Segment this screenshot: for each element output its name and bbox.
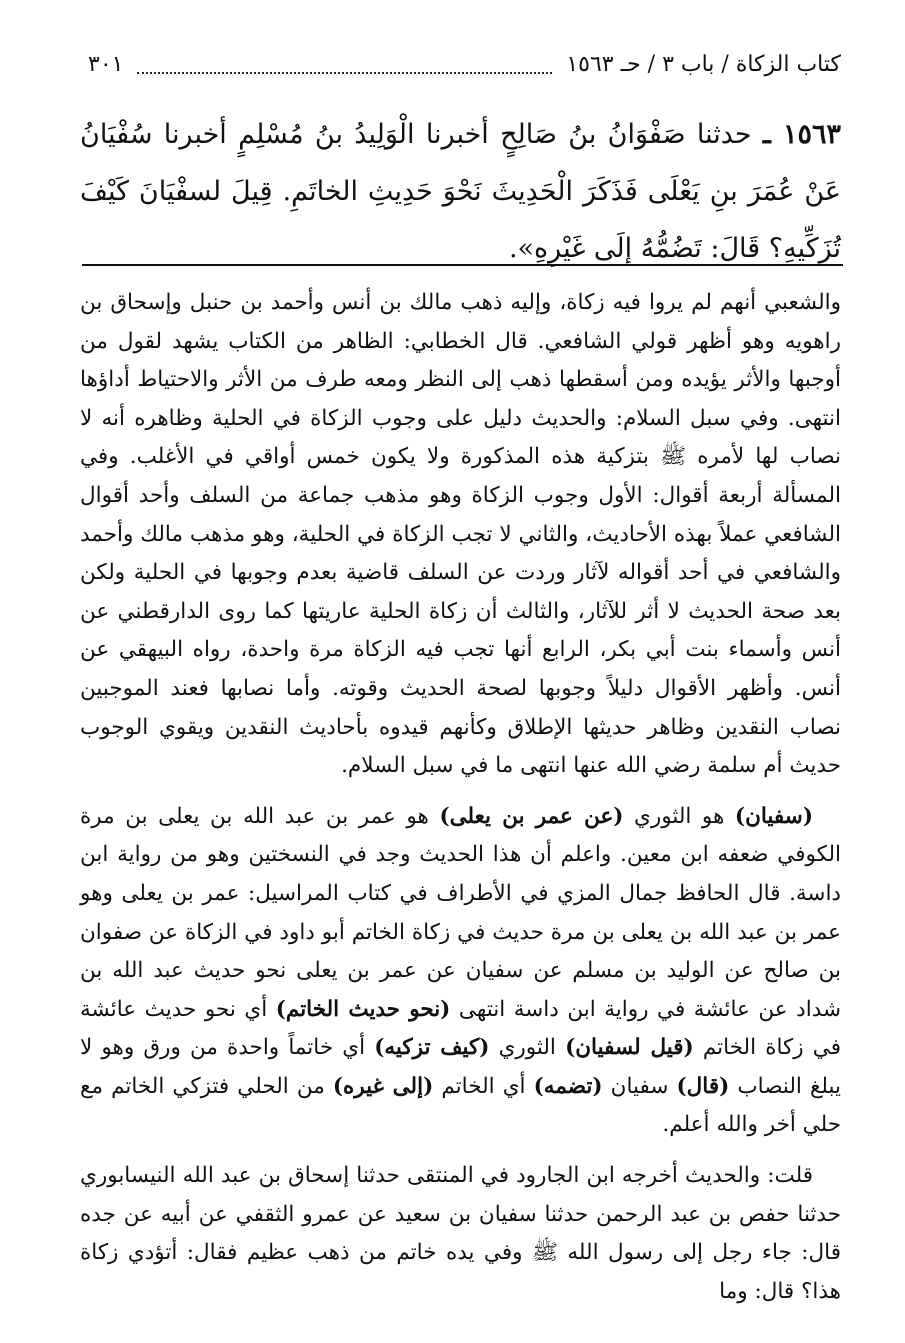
- hadith-number: ١٥٦٣ ـ: [762, 119, 841, 150]
- header-dot-leader: [137, 54, 552, 74]
- keyword: (كيف تزكيه): [374, 1035, 490, 1061]
- keyword: (قال): [676, 1073, 730, 1099]
- text-run: أي خاتماً واحدة من ورق وهو لا يبلغ النصاب: [80, 1035, 841, 1099]
- keyword: (تضمه): [533, 1073, 603, 1099]
- text-run: الثوري: [489, 1035, 566, 1061]
- running-title: كتاب الزكاة / باب ٣ / حـ ١٥٦٣: [566, 51, 841, 77]
- separator-rule: [82, 264, 843, 266]
- text-run: أي نحو حديث عائشة في زكاة الخاتم: [80, 996, 841, 1061]
- hadith-text: حدثنا صَفْوَانُ بنُ صَالِحٍ أخبرنا الْوَلِيدُ بنُ مُسْلِمٍ أخبرنا سُفْيَانُ عَنْ عُمَرَ بنِ يَعْلَى فَذَكَرَ الْحَدِيثَ نَحْوَ حَدِيثِ الخاتَمِ. قِيلَ لسفْيَانَ كَيْفَ تُزَكِّيهِ؟ قَالَ: تَضُمُّهُ إلَى غَيْرِهِ».: [80, 119, 841, 264]
- text-run: سفيان: [602, 1073, 677, 1099]
- page-number: ٣٠١: [88, 51, 124, 77]
- text-run: هو عمر بن عبد الله بن يعلى بن مرة الكوفي ضعفه ابن معين. واعلم أن هذا الحديث وجد في النسختين وهو من رواية ابن داسة. قال الحافظ جمال المزي في الأطراف في كتاب المراسيل: عمر بن يعلى وهو عمر بن عبد الله بن يعلى بن مرة حديث في زكاة الخاتم أبو داود في الزكاة عن صفوان بن صالح عن الوليد بن مسلم عن سفيان عن عمر بن يعلى نحو حديث عبد الله بن شداد عن عائشة في رواية ابن داسة انتهى: [80, 803, 842, 1022]
- text-run: من الحلي فتزكي الخاتم مع حلي أخر والله أعلم.: [80, 1073, 841, 1138]
- keyword: (إلى غيره): [332, 1073, 434, 1099]
- keyword: (عن عمر بن يعلى): [439, 803, 624, 829]
- keyword: (قيل لسفيان): [565, 1035, 694, 1061]
- commentary-paragraph-1: والشعبي أنهم لم يروا فيه زكاة، وإليه ذهب مالك بن أنس وأحمد بن حنبل وإسحاق بن راهويه وهو أظهر قولي الشافعي. قال الخطابي: الظاهر من الكتاب يشهد لقول من أوجبها والأثر يؤيده ومن أسقطها ذهب إلى النظر ومعه طرف من الأثر والاحتياط أداؤها انتهى. وفي سبل السلام: والحديث دليل على وجوب الزكاة في الحلية وظاهره أنه لا نصاب لها لأمره ﷺ بتزكية هذه المذكورة ولا يكون خمس أواقي في الأغلب. وفي المسألة أربعة أقوال: الأول وجوب الزكاة وهو مذهب جماعة من السلف وأحد أقوال الشافعي عملاً بهذه الأحاديث، والثاني لا تجب الزكاة في الحلية، وهو مذهب مالك وأحمد والشافعي في أحد أقواله لآثار وردت عن السلف قاضية بعدم وجوبها في الحلية ولكن بعد صحة الحديث لا أثر للآثار، والثالث أن زكاة الحلية عاريتها كما روى الدارقطني عن أنس وأسماء بنت أبي بكر، الرابع أنها تجب فيه الزكاة مرة واحدة، رواه البيهقي عن أنس. وأظهر الأقوال دليلاً وجوبها لصحة الحديث وقوته. وأما نصابها فعند الموجبين نصاب النقدين وظاهر حديثها الإطلاق وكأنهم قيدوه بأحاديث النقدين ويقوي الوجوب حديث أم سلمة رضي الله عنها انتهى ما في سبل السلام.: [80, 290, 841, 779]
- text-run: هو الثوري: [623, 803, 735, 829]
- keyword: (سفيان): [734, 803, 813, 829]
- commentary-paragraph-3: قلت: والحديث أخرجه ابن الجارود في المنتقى حدثنا إسحاق بن عبد الله النيسابوري حدثنا حفص بن عبد الرحمن حدثنا سفيان بن سعيد عن عمرو الثقفي عن أبيه عن جده قال: جاء رجل إلى رسول الله ﷺ وفي يده خاتم من ذهب عظيم فقال: أتؤدي زكاة هذا؟ قال: وما: [80, 1163, 841, 1304]
- commentary-paragraph-2: [80, 798, 841, 1145]
- text-run: أي الخاتم: [433, 1073, 534, 1099]
- hadith-text-block: [80, 106, 841, 277]
- page-header: [88, 44, 841, 84]
- commentary-block: [80, 284, 841, 1311]
- keyword: (نحو حديث الخاتم): [275, 996, 451, 1022]
